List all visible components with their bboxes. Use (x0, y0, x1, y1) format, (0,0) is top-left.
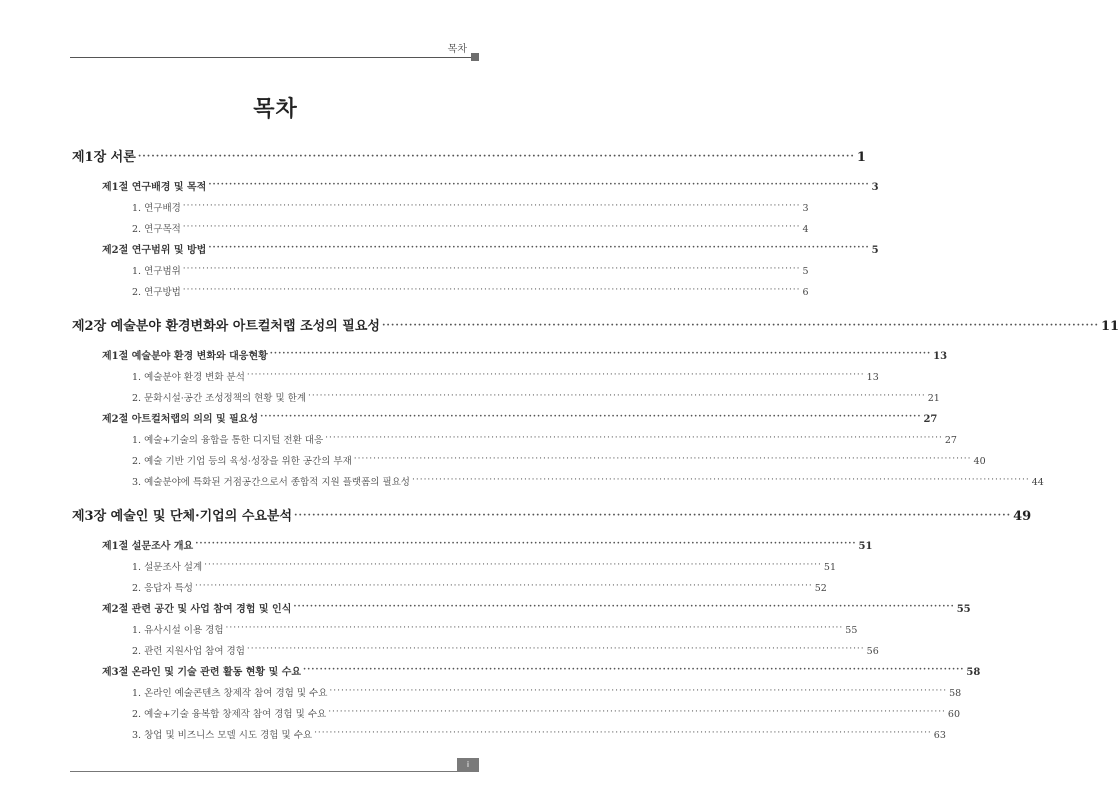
dot-leader: ································································································································································ (328, 707, 946, 717)
toc-item-page-number: 6 (802, 287, 809, 298)
toc-section-page-number: 51 (858, 541, 873, 552)
toc-item[interactable] (72, 383, 940, 404)
toc-section[interactable] (72, 594, 971, 615)
toc-item-label: 1. 예술+기술의 융합을 통한 디지털 전환 대응 (132, 435, 324, 446)
toc-item-page-number: 4 (802, 224, 809, 235)
toc-item[interactable] (72, 446, 986, 467)
toc-item[interactable] (72, 425, 957, 446)
dot-leader: ································································································································································ (260, 412, 922, 422)
toc-item-label: 3. 예술분야에 특화된 거점공간으로서 종합적 지원 플랫폼의 필요성 (132, 477, 410, 488)
dot-leader: ································································································································································ (269, 349, 932, 359)
toc-item-page-number: 44 (1031, 477, 1044, 488)
toc-section-page-number: 3 (871, 182, 879, 193)
dot-leader: ································································································································································ (204, 560, 822, 570)
chapter-spacer (72, 488, 479, 502)
toc-item[interactable] (72, 573, 827, 594)
toc-item-page-number: 56 (866, 646, 879, 657)
toc-chapter[interactable] (72, 143, 866, 165)
toc-item[interactable] (72, 615, 858, 636)
toc-chapter-page-number: 11 (1100, 319, 1119, 334)
dot-leader: ································································································································································ (182, 222, 801, 232)
toc-section-label: 제2절 관련 공간 및 사업 참여 경험 및 인식 (102, 604, 292, 615)
toc-item[interactable] (72, 256, 809, 277)
running-header-rule (70, 57, 479, 58)
toc-item-page-number: 63 (933, 730, 946, 741)
toc-chapter-label: 제2장 예술분야 환경변화와 아트컬처랩 조성의 필요성 (72, 319, 380, 334)
toc-section[interactable] (72, 531, 873, 552)
toc-section-label: 제2절 연구범위 및 방법 (102, 245, 207, 256)
dot-leader: ································································································································································ (314, 728, 932, 738)
toc-item-label: 1. 연구배경 (132, 203, 181, 214)
toc-item-page-number: 51 (823, 562, 836, 573)
toc-item[interactable] (72, 467, 1044, 488)
dot-leader: ································································································································································ (208, 180, 870, 190)
toc-section-page-number: 5 (871, 245, 879, 256)
running-header-tab (471, 53, 479, 61)
page-number-line (70, 771, 457, 772)
chapter-spacer (72, 298, 479, 312)
toc-section-label: 제1절 예술분야 환경 변화와 대응현황 (102, 351, 268, 362)
dot-leader: ································································································································································ (195, 581, 813, 591)
dot-leader: ································································································································································ (246, 370, 865, 380)
page-number: i (457, 758, 479, 772)
toc-item-label: 1. 예술분야 환경 변화 분석 (132, 372, 245, 383)
toc-section-page-number: 13 (933, 351, 948, 362)
dot-leader: ································································································································································ (411, 475, 1030, 485)
toc-item-label: 1. 연구범위 (132, 266, 181, 277)
dot-leader: ································································································································································ (225, 623, 844, 633)
toc-chapter-label: 제1장 서론 (72, 150, 136, 165)
toc-item-label: 2. 문화시설·공간 조성정책의 현황 및 한계 (132, 393, 307, 404)
table-of-contents (72, 143, 1119, 741)
toc-chapter-page-number: 49 (1013, 509, 1032, 524)
toc-section[interactable] (72, 235, 879, 256)
toc-item-page-number: 21 (927, 393, 940, 404)
toc-item-page-number: 60 (947, 709, 961, 720)
dot-leader: ································································································································································ (195, 539, 857, 549)
dot-leader: ································································································································································ (353, 454, 972, 464)
toc-item[interactable] (72, 678, 962, 699)
toc-section[interactable] (72, 172, 879, 193)
toc-item[interactable] (72, 699, 961, 720)
toc-item[interactable] (72, 552, 836, 573)
toc-item[interactable] (72, 277, 809, 298)
toc-item-label: 1. 설문조사 설계 (132, 562, 203, 573)
dot-leader: ································································································································································ (381, 320, 1099, 331)
toc-item[interactable] (72, 636, 879, 657)
toc-section-page-number: 55 (956, 604, 971, 615)
toc-item-label: 2. 연구목적 (132, 224, 181, 235)
toc-section[interactable] (72, 657, 981, 678)
toc-item[interactable] (72, 193, 809, 214)
toc-chapter[interactable] (72, 502, 1032, 524)
toc-item-page-number: 13 (866, 372, 879, 383)
toc-item-page-number: 5 (802, 266, 809, 277)
toc-item-label: 2. 예술+기술 융복합 창제작 참여 경험 및 수요 (132, 709, 327, 720)
toc-section-label: 제1절 설문조사 개요 (102, 541, 194, 552)
dot-leader: ································································································································································ (182, 264, 801, 274)
dot-leader: ································································································································································ (182, 285, 801, 295)
toc-item[interactable] (72, 214, 809, 235)
toc-item-page-number: 40 (973, 456, 986, 467)
toc-item[interactable] (72, 720, 946, 741)
toc-item-page-number: 55 (845, 625, 858, 636)
toc-chapter-label: 제3장 예술인 및 단체·기업의 수요분석 (72, 509, 293, 524)
toc-item[interactable] (72, 362, 879, 383)
toc-chapter[interactable] (72, 312, 1119, 334)
dot-leader: ································································································································································ (325, 433, 943, 443)
toc-item-label: 2. 예술 기반 기업 등의 육성·성장을 위한 공간의 부재 (132, 456, 352, 467)
running-header-label: 목차 (447, 44, 467, 55)
dot-leader: ································································································································································ (246, 644, 865, 654)
toc-section-label: 제1절 연구배경 및 목적 (102, 182, 207, 193)
toc-chapter-page-number: 1 (856, 150, 866, 165)
dot-leader: ································································································································································ (308, 391, 926, 401)
toc-item-label: 1. 온라인 예술콘텐츠 창제작 참여 경험 및 수요 (132, 688, 328, 699)
dot-leader: ································································································································································ (294, 510, 1012, 521)
toc-item-page-number: 58 (949, 688, 962, 699)
dot-leader: ································································································································································ (208, 243, 870, 253)
toc-item-label: 2. 응답자 특성 (132, 583, 193, 594)
dot-leader: ································································································································································ (182, 201, 801, 211)
toc-item-label: 3. 창업 및 비즈니스 모델 시도 경험 및 수요 (132, 730, 313, 741)
toc-section[interactable] (72, 341, 948, 362)
toc-item-label: 1. 유사시설 이용 경험 (132, 625, 224, 636)
dot-leader: ································································································································································ (293, 602, 955, 612)
toc-section-page-number: 58 (966, 667, 981, 678)
toc-item-page-number: 3 (802, 203, 809, 214)
dot-leader: ································································································································································ (329, 686, 948, 696)
toc-section-page-number: 27 (923, 414, 938, 425)
toc-item-label: 2. 연구방법 (132, 287, 181, 298)
toc-section-label: 제2절 아트컬처랩의 의의 및 필요성 (102, 414, 259, 425)
toc-section-label: 제3절 온라인 및 기술 관련 활동 현황 및 수요 (102, 667, 302, 678)
toc-item-page-number: 27 (944, 435, 957, 446)
page-title: 목차 (253, 96, 298, 122)
toc-section[interactable] (72, 404, 938, 425)
dot-leader: ································································································································································ (137, 151, 855, 162)
toc-item-page-number: 52 (814, 583, 827, 594)
toc-item-label: 2. 관련 지원사업 참여 경험 (132, 646, 245, 657)
dot-leader: ································································································································································ (303, 665, 965, 675)
